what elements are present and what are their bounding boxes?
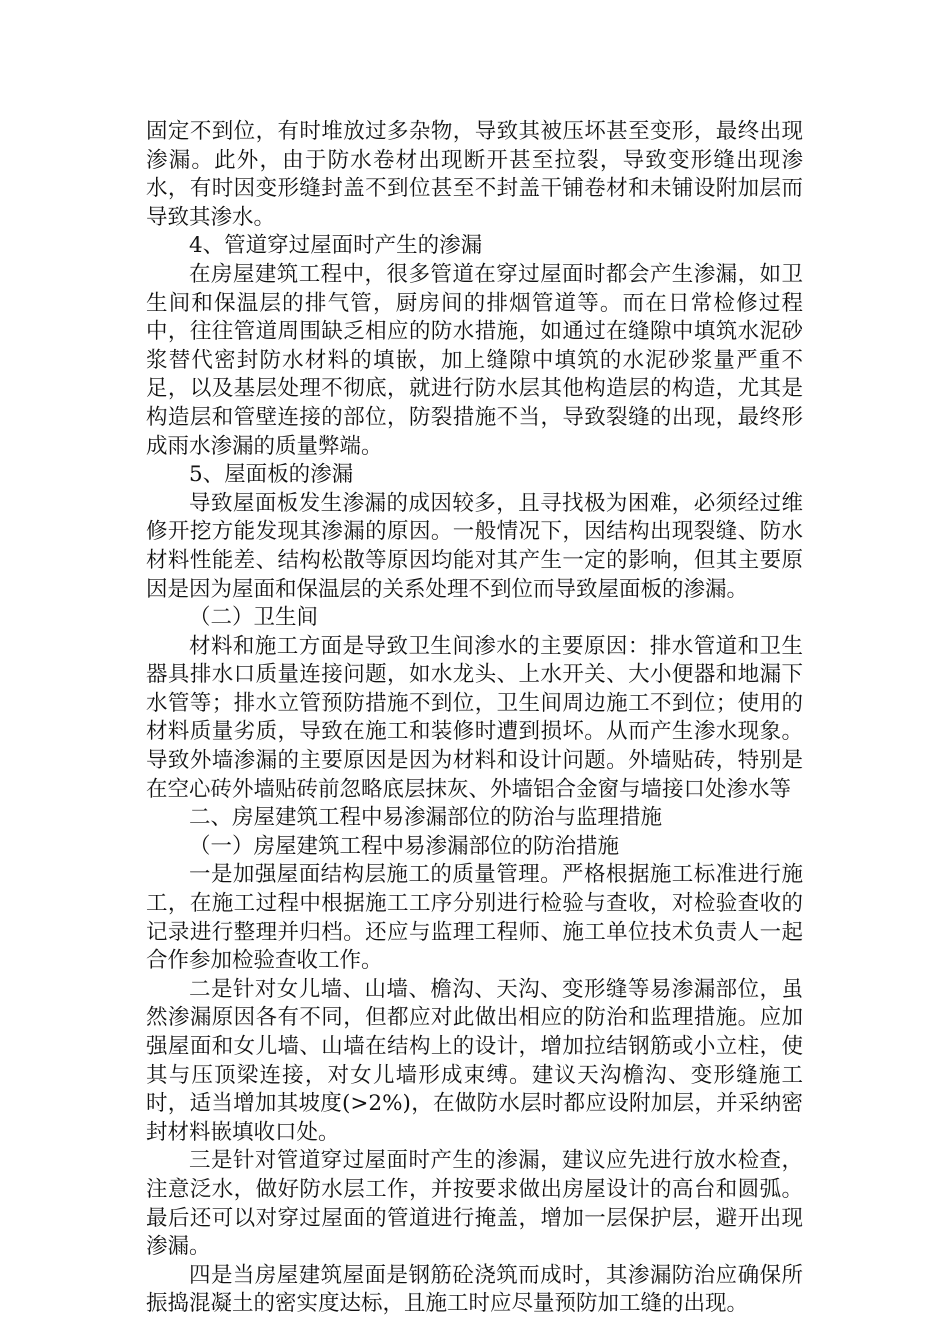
document-body — [146, 118, 803, 1319]
paragraph-continuation: 固定不到位，有时堆放过多杂物，导致其被压坏甚至变形，最终出现渗漏。此外，由于防水卷材出现断开甚至拉裂，导致变形缝出现渗水，有时因变形缝封盖不到位甚至不封盖干铺卷材和未铺设附加层而导致其渗水。 — [146, 119, 803, 230]
paragraph-roof-slab-leakage: 导致屋面板发生渗漏的成因较多，且寻找极为困难，必须经过维修开挖方能发现其渗漏的原因。一般情况下，因结构出现裂缝、防水材料性能差、结构松散等原因均能对其产生一定的影响，但其主要原因是因为屋面和保温层的关系处理不到位而导致屋面板的渗漏。 — [146, 490, 803, 602]
subheading-pipe-leakage: 4、管道穿过屋面时产生的渗漏 — [189, 233, 483, 259]
paragraph-measure-one: 一是加强屋面结构层施工的质量管理。严格根据施工标准进行施工，在施工过程中根据施工工序分别进行检验与查收，对检验查收的记录进行整理并归档。还应与监理工程师、施工单位技术负责人一起合作参加检验查收工作。 — [146, 862, 803, 974]
subheading-roof-slab-leakage: 5、屋面板的渗漏 — [189, 462, 354, 488]
section-heading-prevention: 二、房屋建筑工程中易渗漏部位的防治与监理措施 — [189, 805, 663, 831]
subheading-bathroom: （二）卫生间 — [189, 605, 319, 631]
paragraph-pipe-leakage: 在房屋建筑工程中，很多管道在穿过屋面时都会产生渗漏，如卫生间和保温层的排气管，厨房间的排烟管道等。而在日常检修过程中，往往管道周围缺乏相应的防水措施，如通过在缝隙中填筑水泥砂浆替代密封防水材料的填嵌，加上缝隙中填筑的水泥砂浆量严重不足，以及基层处理不彻底，就进行防水层其他构造层的构造，尤其是构造层和管壁连接的部位，防裂措施不当，导致裂缝的出现，最终形成雨水渗漏的质量弊端。 — [146, 261, 803, 459]
subheading-prevention-measures: （一）房屋建筑工程中易渗漏部位的防治措施 — [189, 833, 620, 859]
paragraph-measure-three: 三是针对管道穿过屋面时产生的渗漏，建议应先进行放水检查，注意泛水，做好防水层工作，并按要求做出房屋设计的高台和圆弧。最后还可以对穿过屋面的管道进行掩盖，增加一层保护层，避开出现渗漏。 — [146, 1148, 803, 1260]
paragraph-measure-four: 四是当房屋建筑屋面是钢筋砼浇筑而成时，其渗漏防治应确保所振捣混凝土的密实度达标，且施工时应尽量预防加工缝的出现。 — [146, 1262, 803, 1317]
paragraph-bathroom: 材料和施工方面是导致卫生间渗水的主要原因：排水管道和卫生器具排水口质量连接问题，如水龙头、上水开关、大小便器和地漏下水管等；排水立管预防措施不到位，卫生间周边施工不到位；使用的材料质量劣质，导致在施工和装修时遭到损坏。从而产生渗水现象。导致外墙渗漏的主要原因是因为材料和设计问题。外墙贴砖，特别是在空心砖外墙贴砖前忽略底层抹灰、外墙铝合金窗与墙接口处渗水等 — [146, 633, 803, 802]
paragraph-measure-two: 二是针对女儿墙、山墙、檐沟、天沟、变形缝等易渗漏部位，虽然渗漏原因各有不同，但都应对此做出相应的防治和监理措施。应加强屋面和女儿墙、山墙在结构上的设计，增加拉结钢筋或小立柱，使其与压顶梁连接，对女儿墙形成束缚。建议天沟檐沟、变形缝施工时，适当增加其坡度(>2%)，在做防水层时都应设附加层，并采纳密封材料嵌填收口处。 — [146, 976, 803, 1145]
